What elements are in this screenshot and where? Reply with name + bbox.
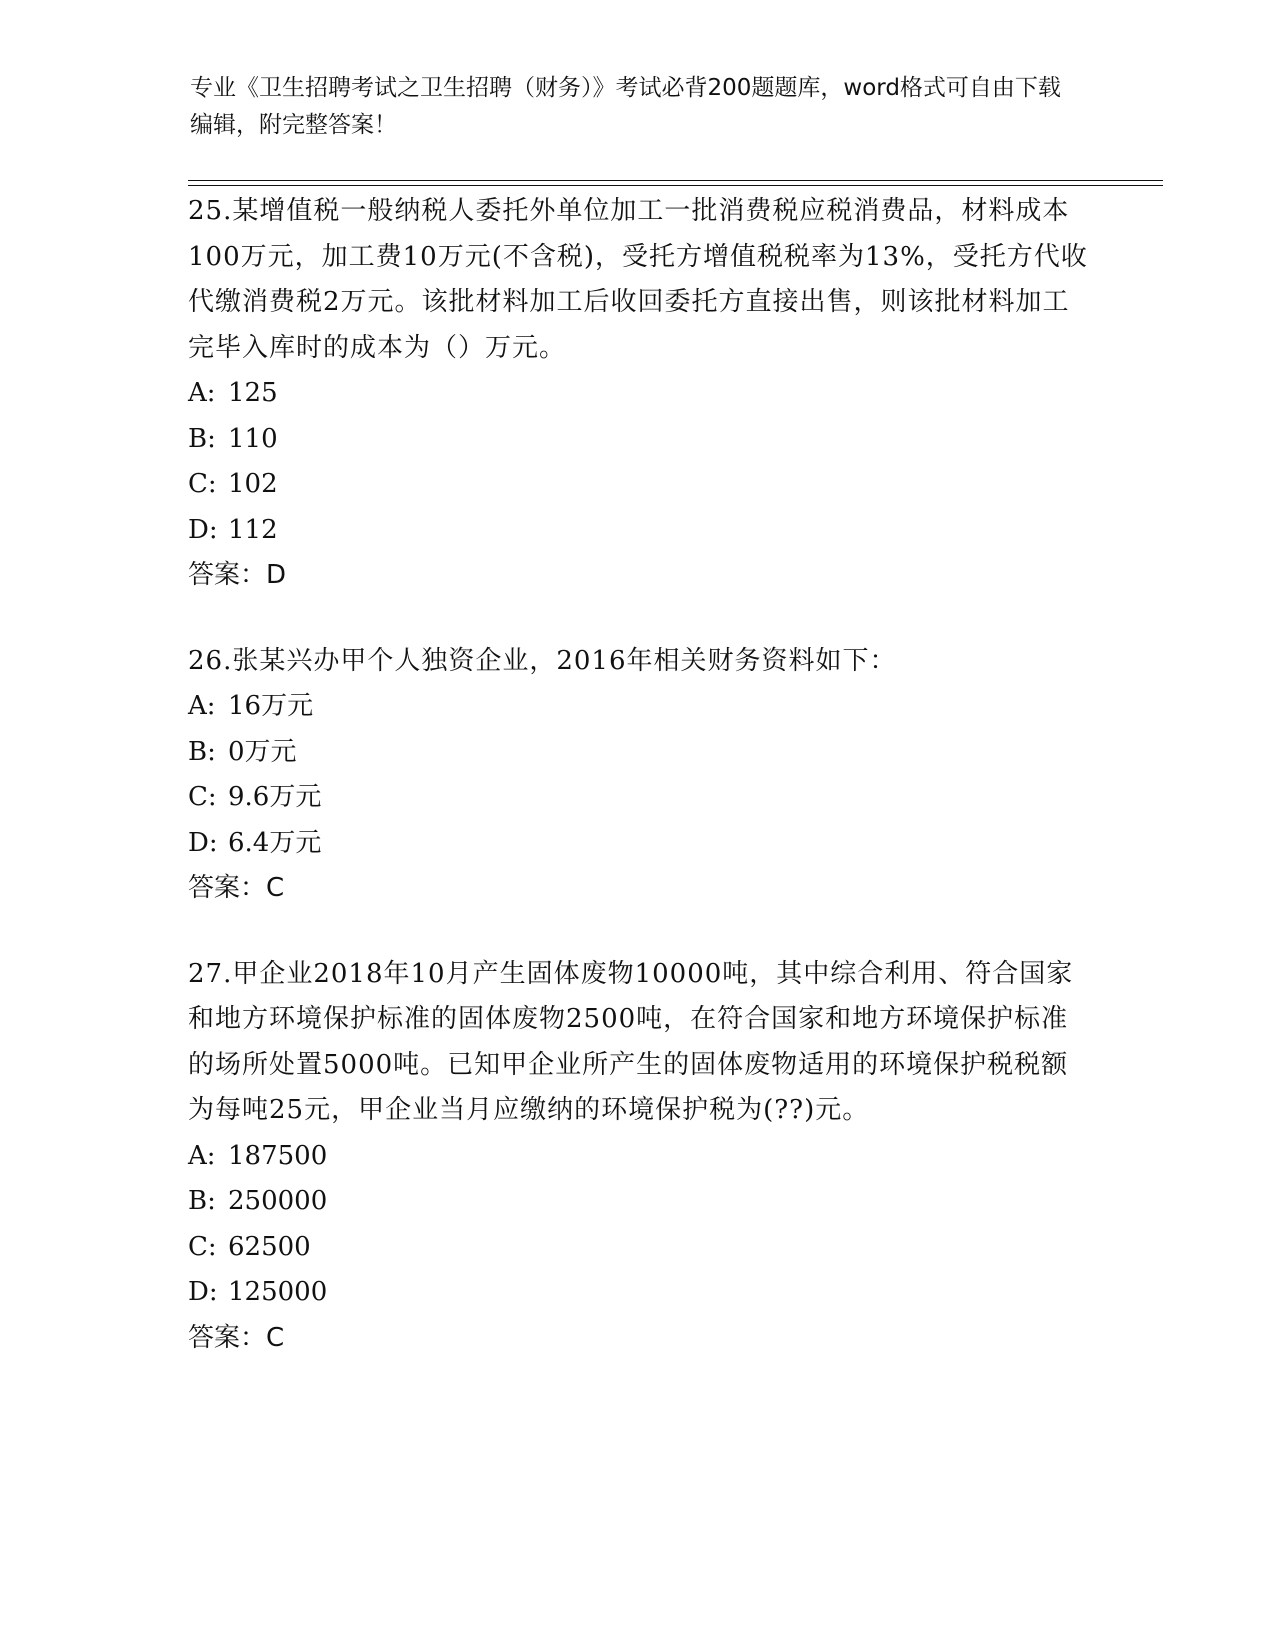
answer-line: 答案：D (188, 560, 287, 590)
option-a (188, 1134, 1088, 1180)
header-divider-bottom (188, 185, 1163, 186)
option-letter: B: (188, 1186, 216, 1216)
answer-line: 答案：C (188, 873, 285, 903)
option-text: 125 (228, 378, 278, 408)
option-d (188, 821, 1088, 867)
option-letter: B: (188, 423, 216, 454)
option-text: 125000 (228, 1277, 328, 1307)
question-stem: 25.某增值税一般纳税人委托外单位加工一批消费税应税消费品，材料成本100万元，加工费10万元(不含税)，受托方增值税税率为13%，受托方代收代缴消费税2万元。该批材料加工后收回委托方直接出售，则该批材料加工完毕入库时的成本为（）万元。 (188, 196, 1088, 363)
option-letter: A: (188, 1140, 216, 1171)
option-letter: D: (188, 1277, 218, 1307)
option-letter: C: (188, 469, 217, 499)
option-d (188, 508, 1088, 554)
option-text: 62500 (228, 1231, 311, 1262)
option-text: 16万元 (228, 691, 314, 721)
option-letter: B: (188, 736, 216, 767)
option-a (188, 371, 1088, 417)
option-text: 250000 (228, 1186, 328, 1216)
option-b (188, 1179, 1088, 1225)
option-text: 110 (228, 423, 278, 454)
option-letter: D: (188, 827, 218, 858)
option-b (188, 730, 1088, 776)
option-text: 102 (228, 469, 278, 499)
page-header-title: 专业《卫生招聘考试之卫生招聘（财务）》考试必背200题题库，word格式可自由下载编辑，附完整答案！ (190, 75, 1061, 138)
option-text: 112 (228, 514, 278, 545)
answer-line: 答案：C (188, 1322, 285, 1353)
option-text: 9.6万元 (228, 782, 322, 812)
question-stem: 26.张某兴办甲个人独资企业，2016年相关财务资料如下： (188, 645, 897, 676)
question-25 (188, 189, 1088, 599)
option-text: 0万元 (228, 736, 297, 767)
option-c (188, 775, 1088, 821)
option-letter: A: (188, 691, 216, 721)
option-letter: C: (188, 1231, 217, 1262)
option-a (188, 684, 1088, 730)
option-c (188, 1225, 1088, 1271)
option-text: 6.4万元 (228, 827, 322, 858)
option-letter: D: (188, 514, 218, 545)
header-divider-top (188, 180, 1163, 181)
question-27 (188, 952, 1088, 1362)
question-26 (188, 639, 1088, 912)
option-letter: C: (188, 782, 217, 812)
option-text: 187500 (228, 1140, 328, 1171)
question-list (188, 189, 1088, 1401)
option-b (188, 417, 1088, 463)
question-stem: 27.甲企业2018年10月产生固体废物10000吨，其中综合利用、符合国家和地方环境保护标准的固体废物2500吨，在符合国家和地方环境保护标准的场所处置5000吨。已知甲企业所产生的固体废物适用的环境保护税税额为每吨25元，甲企业当月应缴纳的环境保护税为(??)元。 (188, 958, 1074, 1125)
option-d (188, 1270, 1088, 1316)
option-c (188, 462, 1088, 508)
option-letter: A: (188, 378, 216, 408)
